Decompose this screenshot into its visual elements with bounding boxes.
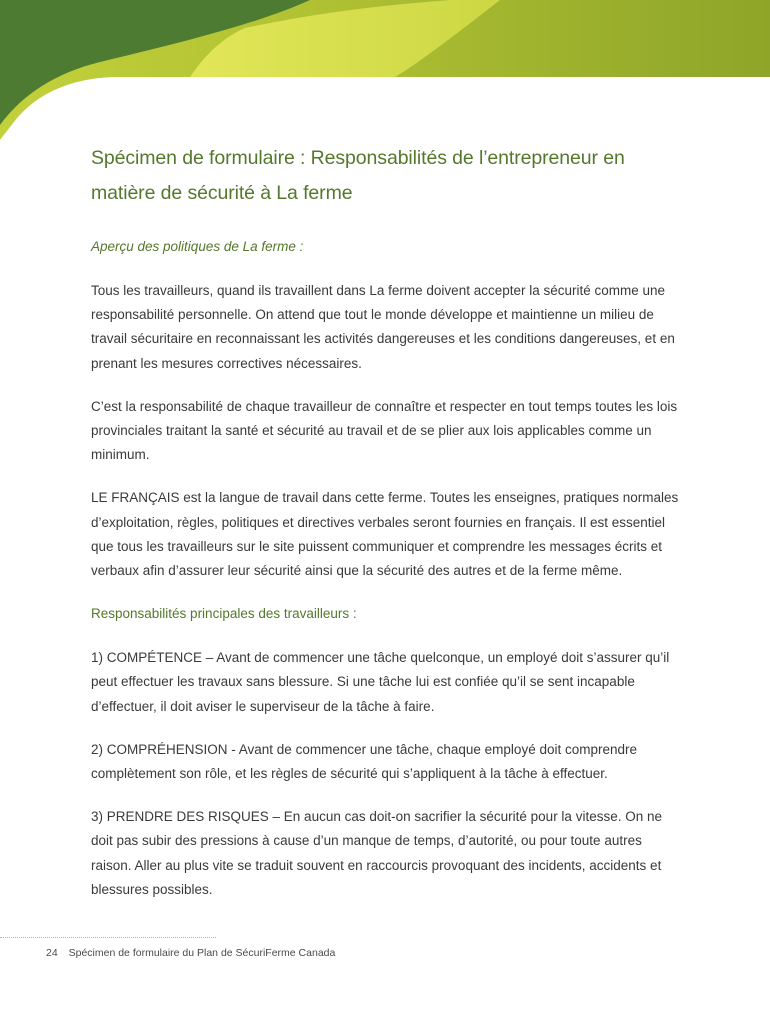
document-body — [91, 141, 683, 921]
header-wave-graphic — [0, 0, 770, 160]
policy-paragraph: C’est la responsabilité de chaque travailleur de connaître et respecter en tout temps toutes les lois provinciales traitant la santé et sécurité au travail et de se plier aux lois applicables comme un minimum. — [91, 398, 678, 463]
page-number: 24 — [46, 947, 58, 959]
responsibilities-heading: Responsabilités principales des travailleurs : — [91, 606, 357, 622]
footer-divider — [0, 937, 216, 938]
responsibility-item: 2) COMPRÉHENSION - Avant de commencer une tâche, chaque employé doit comprendre complètement son rôle, et les règles de sécurité qui s’appliquent à la tâche à effectuer. — [91, 741, 638, 782]
policy-heading: Aperçu des politiques de La ferme : — [91, 239, 304, 254]
policy-paragraph: LE FRANÇAIS est la langue de travail dans cette ferme. Toutes les enseignes, pratiques normales d’exploitation, règles, politiques et directives verbales seront fournies en français. Il est essentiel que tous les travailleurs sur le site puissent communiquer et comprendre les messages écrits et verbaux afin d’assurer leur sécurité ainsi que la sécurité des autres et de la ferme même. — [91, 490, 679, 579]
page-footer — [46, 945, 335, 961]
document-title: Spécimen de formulaire : Responsabilités de l’entrepreneur en matière de sécurité à La ferme — [91, 147, 625, 204]
responsibility-item: 3) PRENDRE DES RISQUES – En aucun cas doit-on sacrifier la sécurité pour la vitesse. On ne doit pas subir des pressions à cause d’un manque de temps, d’autorité, ou pour toute autres raison. Aller au plus vite se traduit souvent en raccourcis provoquant des incidents, accidents et blessures possibles. — [91, 809, 662, 897]
footer-text: Spécimen de formulaire du Plan de SécuriFerme Canada — [68, 947, 336, 959]
header-banner — [0, 0, 770, 160]
responsibility-item: 1) COMPÉTENCE – Avant de commencer une tâche quelconque, un employé doit s’assurer qu’il peut effectuer les travaux sans blessure. Si une tâche lui est confiée qu’il se sent incapable d’effectuer, il doit aviser le superviseur de la tâche à faire. — [91, 650, 670, 714]
policy-paragraph: Tous les travailleurs, quand ils travaillent dans La ferme doivent accepter la sécurité comme une responsabilité personnelle. On attend que tout le monde développe et maintienne un milieu de travail sécuritaire en reconnaissant les activités dangereuses et les conditions dangereuses, et en prenant les mesures correctives nécessaires. — [91, 283, 675, 371]
